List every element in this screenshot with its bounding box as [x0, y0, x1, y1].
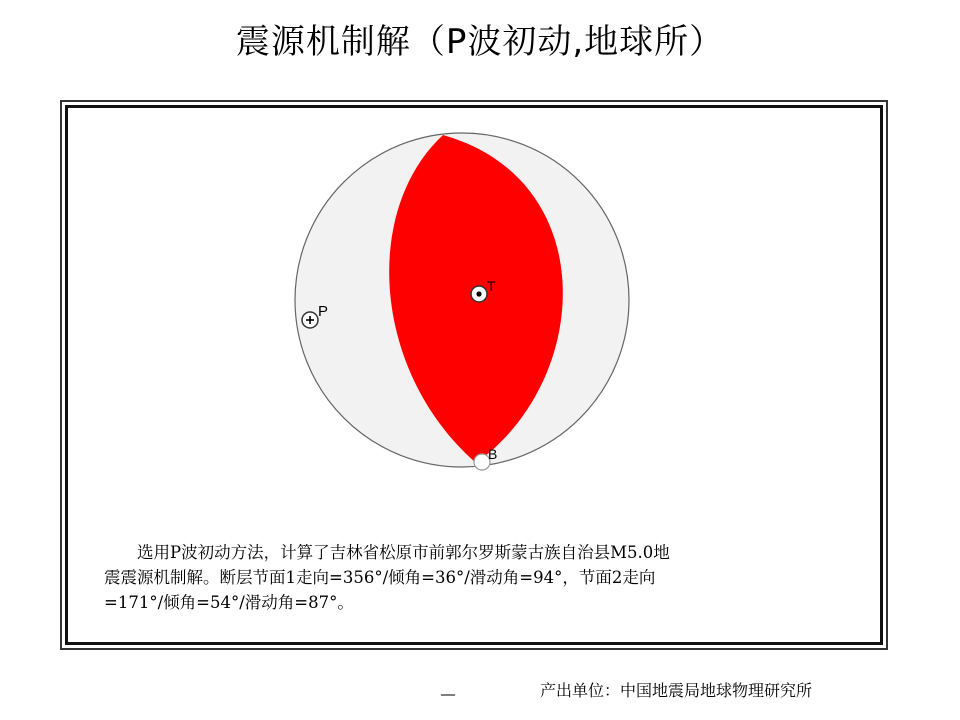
page-mark: __: [441, 680, 455, 696]
mechanism-description: 选用P波初动方法，计算了吉林省松原市前郭尔罗斯蒙古族自治县M5.0地 震震源机制解。断层节面1走向=356°/倾角=36°/滑动角=94°，节面2走向 =171°/倾角=54°/滑动角=87°。: [104, 543, 670, 612]
p-axis-marker: [302, 312, 318, 328]
p-axis-label: P: [318, 303, 329, 320]
b-axis-label: B: [488, 446, 498, 462]
page-title: 震源机制解（P波初动,地球所）: [235, 22, 725, 62]
footer-producer: 产出单位：中国地震局地球物理研究所: [540, 681, 813, 700]
t-axis-label: T: [487, 278, 496, 294]
t-axis-marker: [471, 286, 487, 302]
